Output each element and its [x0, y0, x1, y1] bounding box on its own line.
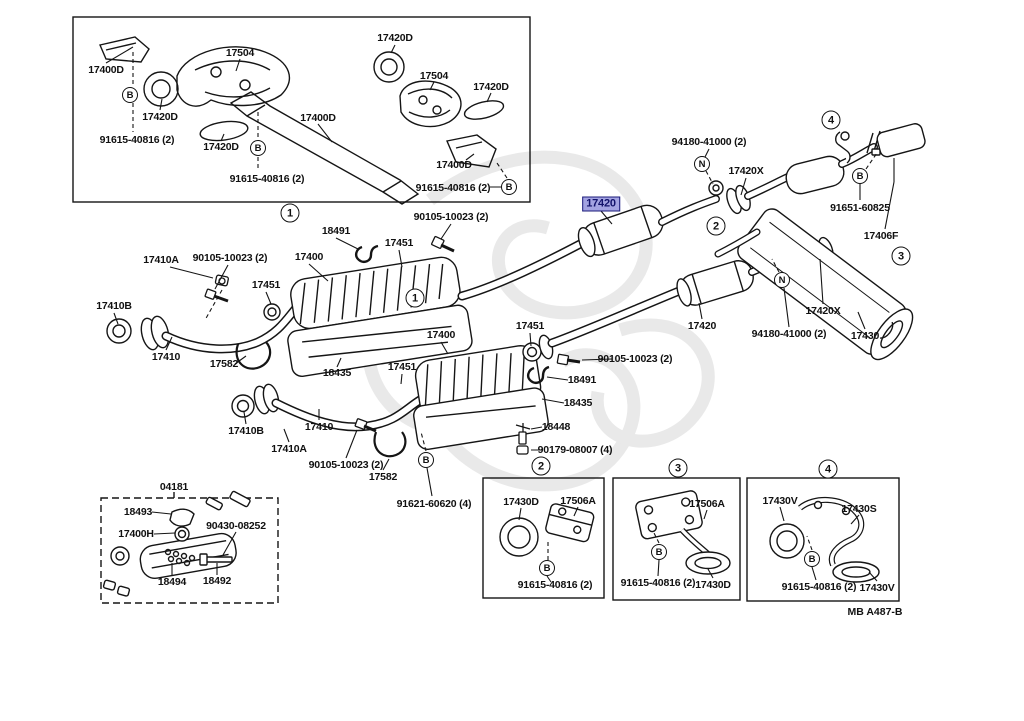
part-label-17430d: 17430D: [695, 579, 731, 591]
part-label-90179-08007-4: 90179-08007 (4): [537, 444, 613, 456]
callout-n-16: N: [694, 156, 710, 172]
part-label-17420x: 17420X: [805, 305, 841, 317]
part-label-17430v: 17430V: [762, 495, 798, 507]
part-label-91615-40816-2: 91615-40816 (2): [517, 579, 593, 591]
part-label-17420d: 17420D: [203, 141, 239, 153]
part-label-17406f: 17406F: [863, 230, 899, 242]
part-label-17451: 17451: [251, 279, 281, 291]
part-label-91615-40816-2: 91615-40816 (2): [229, 173, 305, 185]
callout-b-15: B: [804, 551, 820, 567]
part-label-91615-40816-2: 91615-40816 (2): [99, 134, 175, 146]
part-label-17420d: 17420D: [142, 111, 178, 123]
part-label-90105-10023-2: 90105-10023 (2): [192, 252, 268, 264]
callout-1-1: 1: [406, 289, 425, 308]
callout-2-3: 2: [532, 457, 551, 476]
callout-2-2: 2: [707, 217, 726, 236]
part-label-90105-10023-2: 90105-10023 (2): [597, 353, 673, 365]
part-label-91651-60825: 91651-60825: [830, 202, 890, 214]
callout-b-9: B: [250, 140, 266, 156]
part-label-17430d: 17430D: [503, 496, 539, 508]
part-label-18435: 18435: [322, 367, 352, 379]
part-label-91615-40816-2: 91615-40816 (2): [781, 581, 857, 593]
part-label-90105-10023-2: 90105-10023 (2): [413, 211, 489, 223]
part-label-17451: 17451: [384, 237, 414, 249]
part-label-17430v: 17430V: [859, 582, 895, 594]
part-label-18491: 18491: [567, 374, 597, 386]
part-label-18448: 18448: [541, 421, 571, 433]
part-label-17582: 17582: [209, 358, 239, 370]
part-label-91615-40816-2: 91615-40816 (2): [620, 577, 696, 589]
part-label-17451: 17451: [515, 320, 545, 332]
callout-b-11: B: [418, 452, 434, 468]
callout-4-6: 4: [822, 111, 841, 130]
part-label-94180-41000-2: 94180-41000 (2): [751, 328, 827, 340]
part-label-17400: 17400: [426, 329, 456, 341]
callout-b-10: B: [501, 179, 517, 195]
figure-code: MB A487-B: [847, 606, 903, 618]
part-label-91621-60620-4: 91621-60620 (4): [396, 498, 472, 510]
part-label-94180-41000-2: 94180-41000 (2): [671, 136, 747, 148]
part-label-18494: 18494: [157, 576, 187, 588]
part-label-17400d: 17400D: [88, 64, 124, 76]
part-label-90430-08252: 90430-08252: [206, 520, 266, 532]
part-label-18493: 18493: [123, 506, 153, 518]
part-label-17400: 17400: [294, 251, 324, 263]
callout-4-7: 4: [819, 460, 838, 479]
part-label-04181: 04181: [159, 481, 189, 493]
part-label-17410b: 17410B: [228, 425, 264, 437]
part-label-17410: 17410: [304, 421, 334, 433]
part-label-17451: 17451: [387, 361, 417, 373]
part-label-18491: 18491: [321, 225, 351, 237]
part-label-90105-10023-2: 90105-10023 (2): [308, 459, 384, 471]
part-label-91615-40816-2: 91615-40816 (2): [415, 182, 491, 194]
callout-b-14: B: [651, 544, 667, 560]
part-label-17410b: 17410B: [96, 300, 132, 312]
callout-b-8: B: [122, 87, 138, 103]
part-label-17420d: 17420D: [377, 32, 413, 44]
part-label-17400d: 17400D: [300, 112, 336, 124]
callout-b-12: B: [852, 168, 868, 184]
part-label-17400d: 17400D: [436, 159, 472, 171]
part-label-17410: 17410: [151, 351, 181, 363]
part-label-17410a: 17410A: [271, 443, 307, 455]
callout-b-13: B: [539, 560, 555, 576]
part-label-17506a: 17506A: [560, 495, 596, 507]
part-label-17506a: 17506A: [689, 498, 725, 510]
part-label-18492: 18492: [202, 575, 232, 587]
part-label-18435: 18435: [563, 397, 593, 409]
part-label-17504: 17504: [419, 70, 449, 82]
callout-3-5: 3: [669, 459, 688, 478]
part-label-17420d: 17420D: [473, 81, 509, 93]
callout-3-4: 3: [892, 247, 911, 266]
part-label-17504: 17504: [225, 47, 255, 59]
callout-1-0: 1: [281, 204, 300, 223]
part-label-17420x: 17420X: [728, 165, 764, 177]
part-label-17430s: 17430S: [841, 503, 877, 515]
part-label-17420-highlighted[interactable]: 17420: [582, 197, 620, 212]
part-label-17430: 17430: [850, 330, 880, 342]
part-label-17410a: 17410A: [143, 254, 179, 266]
part-label-17582: 17582: [368, 471, 398, 483]
part-label-17420: 17420: [687, 320, 717, 332]
part-label-17400h: 17400H: [118, 528, 154, 540]
callout-n-17: N: [774, 272, 790, 288]
